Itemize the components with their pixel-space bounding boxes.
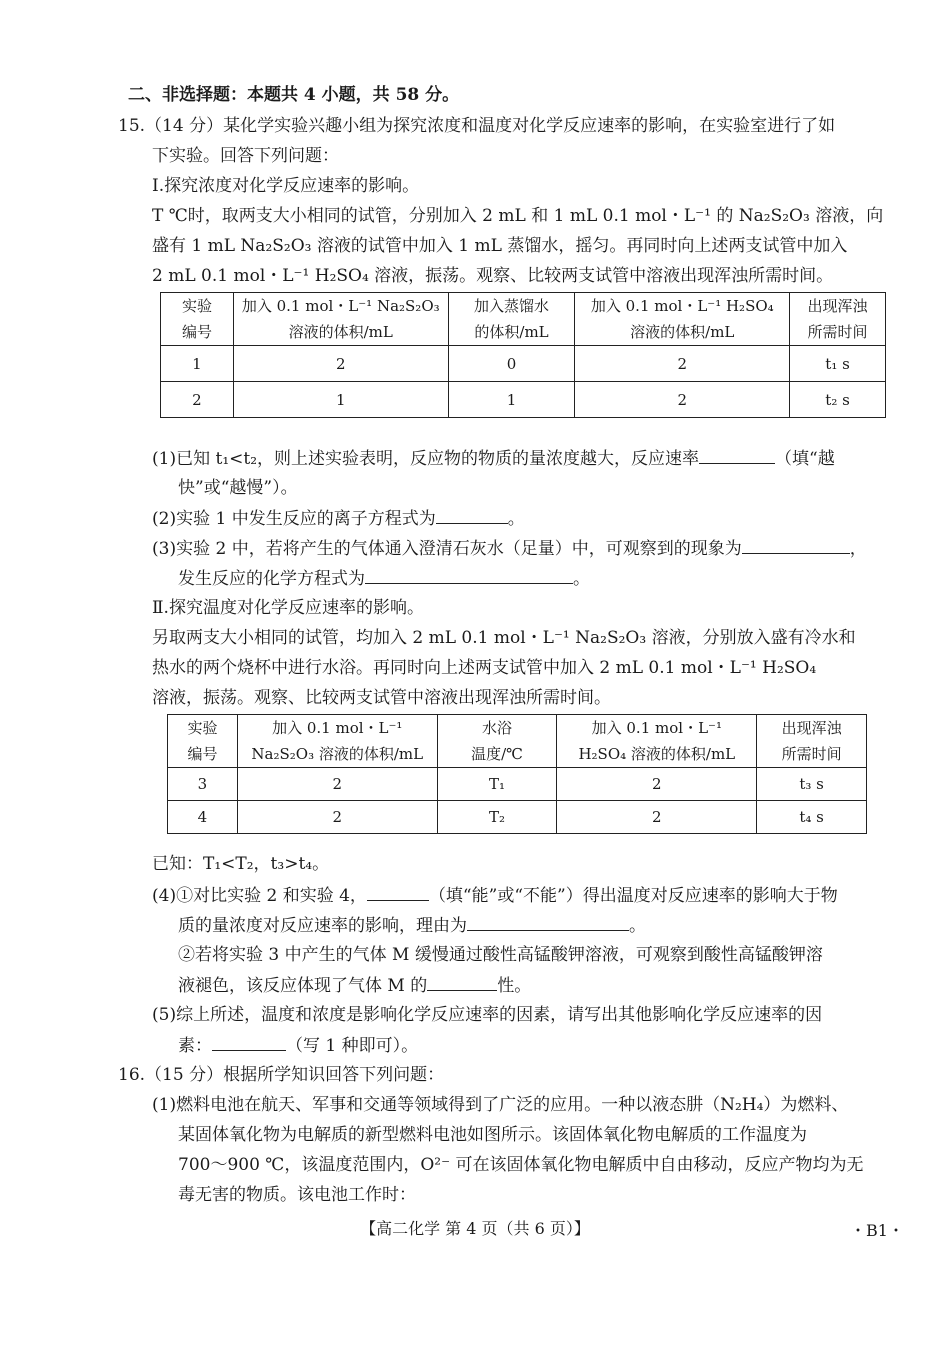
table-row [168, 768, 867, 801]
table-cell: 2 [575, 382, 790, 418]
q15-intro-1: 15.（14 分）某化学实验兴趣小组为探究浓度和温度对化学反应速率的影响，在实验室进行了如 [118, 116, 836, 136]
q16-text-2: 某固体氧化物为电解质的新型燃料电池如图所示。该固体氧化物电解质的工作温度为 [178, 1125, 807, 1145]
table-temperature [167, 714, 867, 834]
table-header-cell: 加入 0.1 mol・L⁻¹ Na₂S₂O₃ 溶液的体积/mL [233, 293, 448, 346]
table-row [161, 382, 886, 418]
question-4: (4)①对比实验 2 和实验 4， （填“能”或“不能”）得出温度对反应速率的影响大于物 [152, 886, 838, 906]
known-condition: 已知：T₁<T₂，t₃>t₄。 [152, 854, 330, 874]
question-1: (1)已知 t₁<t₂，则上述实验表明，反应物的物质的量浓度越大，反应速率 （填“越 [152, 449, 835, 469]
table-cell: 4 [168, 801, 238, 834]
table-cell: 2 [161, 382, 234, 418]
table-cell: T₂ [437, 801, 557, 834]
table-cell: t₂ s [790, 382, 886, 418]
table-cell: T₁ [437, 768, 557, 801]
table-header-cell: 加入 0.1 mol・L⁻¹ Na₂S₂O₃ 溶液的体积/mL [237, 715, 437, 768]
question-5-cont: 素： （写 1 种即可）。 [178, 1036, 419, 1056]
table-cell: 1 [233, 382, 448, 418]
q16-intro: 16.（15 分）根据所学知识回答下列问题： [118, 1065, 445, 1085]
part-i-text-3: 2 mL 0.1 mol・L⁻¹ H₂SO₄ 溶液，振荡。观察、比较两支试管中溶液出现浑浊所需时间。 [152, 266, 834, 286]
table-cell: t₃ s [757, 768, 867, 801]
table-cell: 2 [575, 346, 790, 382]
answer-blank[interactable] [212, 1034, 286, 1051]
answer-blank[interactable] [367, 884, 429, 901]
table-header-cell: 加入蒸馏水 的体积/mL [448, 293, 575, 346]
table-cell: 0 [448, 346, 575, 382]
q15-intro-2: 下实验。回答下列问题： [152, 146, 339, 166]
table-cell: 2 [237, 768, 437, 801]
q16-text-4: 毒无害的物质。该电池工作时： [178, 1185, 416, 1205]
answer-blank[interactable] [467, 914, 629, 931]
table-row [168, 801, 867, 834]
table-header-cell: 实验 编号 [161, 293, 234, 346]
table-cell: 3 [168, 768, 238, 801]
part-i-title: Ⅰ.探究浓度对化学反应速率的影响。 [152, 176, 420, 196]
part-ii-text-2: 热水的两个烧杯中进行水浴。再同时向上述两支试管中加入 2 mL 0.1 mol・L⁻¹ H₂SO₄ [152, 658, 817, 678]
question-4-part2-cont: 液褪色，该反应体现了气体 M 的 性。 [178, 976, 532, 996]
table-header-cell: 出现浑浊 所需时间 [757, 715, 867, 768]
table-cell: t₁ s [790, 346, 886, 382]
question-2: (2)实验 1 中发生反应的离子方程式为 。 [152, 509, 525, 529]
part-i-text-2: 盛有 1 mL Na₂S₂O₃ 溶液的试管中加入 1 mL 蒸馏水，摇匀。再同时向上述两支试管中加入 [152, 236, 848, 256]
table-cell: 2 [237, 801, 437, 834]
table-header-cell: 加入 0.1 mol・L⁻¹ H₂SO₄ 溶液的体积/mL [575, 293, 790, 346]
table-cell: 2 [557, 801, 757, 834]
table-header-cell: 加入 0.1 mol・L⁻¹ H₂SO₄ 溶液的体积/mL [557, 715, 757, 768]
table-header-row [161, 293, 886, 346]
answer-blank[interactable] [436, 507, 508, 524]
part-ii-title: Ⅱ.探究温度对化学反应速率的影响。 [152, 598, 424, 618]
table-cell: 2 [233, 346, 448, 382]
table-cell: 2 [557, 768, 757, 801]
question-3-cont: 发生反应的化学方程式为 。 [178, 569, 590, 589]
part-i-text-1: T ℃时，取两支大小相同的试管，分别加入 2 mL 和 1 mL 0.1 mol・L⁻¹ 的 Na₂S₂O₃ 溶液，向 [152, 206, 884, 226]
question-5: (5)综上所述，温度和浓度是影响化学反应速率的因素，请写出其他影响化学反应速率的因 [152, 1005, 823, 1025]
page-footer: 【高二化学 第 4 页（共 6 页）】 [360, 1219, 590, 1238]
table-cell: 1 [161, 346, 234, 382]
question-4-part2: ②若将实验 3 中产生的气体 M 缓慢通过酸性高锰酸钾溶液，可观察到酸性高锰酸钾溶 [178, 945, 823, 965]
table-cell: 1 [448, 382, 575, 418]
part-ii-text-3: 溶液，振荡。观察、比较两支试管中溶液出现浑浊所需时间。 [152, 688, 611, 708]
question-1-cont: 快”或“越慢”）。 [178, 478, 298, 498]
question-3: (3)实验 2 中，若将产生的气体通入澄清石灰水（足量）中，可观察到的现象为 ， [152, 539, 867, 559]
table-header-cell: 出现浑浊 所需时间 [790, 293, 886, 346]
section-heading: 二、非选择题：本题共 4 小题，共 58 分。 [128, 85, 460, 105]
table-header-row [168, 715, 867, 768]
table-header-cell: 实验 编号 [168, 715, 238, 768]
q16-text-1: (1)燃料电池在航天、军事和交通等领域得到了广泛的应用。一种以液态肼（N₂H₄）为燃料、 [152, 1095, 849, 1115]
answer-blank[interactable] [742, 537, 850, 554]
table-concentration [160, 292, 886, 418]
q16-text-3: 700～900 ℃，该温度范围内，O²⁻ 可在该固体氧化物电解质中自由移动，反应产物均为无 [178, 1155, 864, 1175]
table-cell: t₄ s [757, 801, 867, 834]
paper-code: ・B1・ [850, 1221, 904, 1240]
table-row [161, 346, 886, 382]
part-ii-text-1: 另取两支大小相同的试管，均加入 2 mL 0.1 mol・L⁻¹ Na₂S₂O₃ 溶液，分别放入盛有冷水和 [152, 628, 856, 648]
question-4-cont: 质的量浓度对反应速率的影响，理由为 。 [178, 916, 646, 936]
answer-blank[interactable] [699, 447, 775, 464]
answer-blank[interactable] [427, 974, 497, 991]
table-header-cell: 水浴 温度/℃ [437, 715, 557, 768]
answer-blank[interactable] [365, 567, 573, 584]
